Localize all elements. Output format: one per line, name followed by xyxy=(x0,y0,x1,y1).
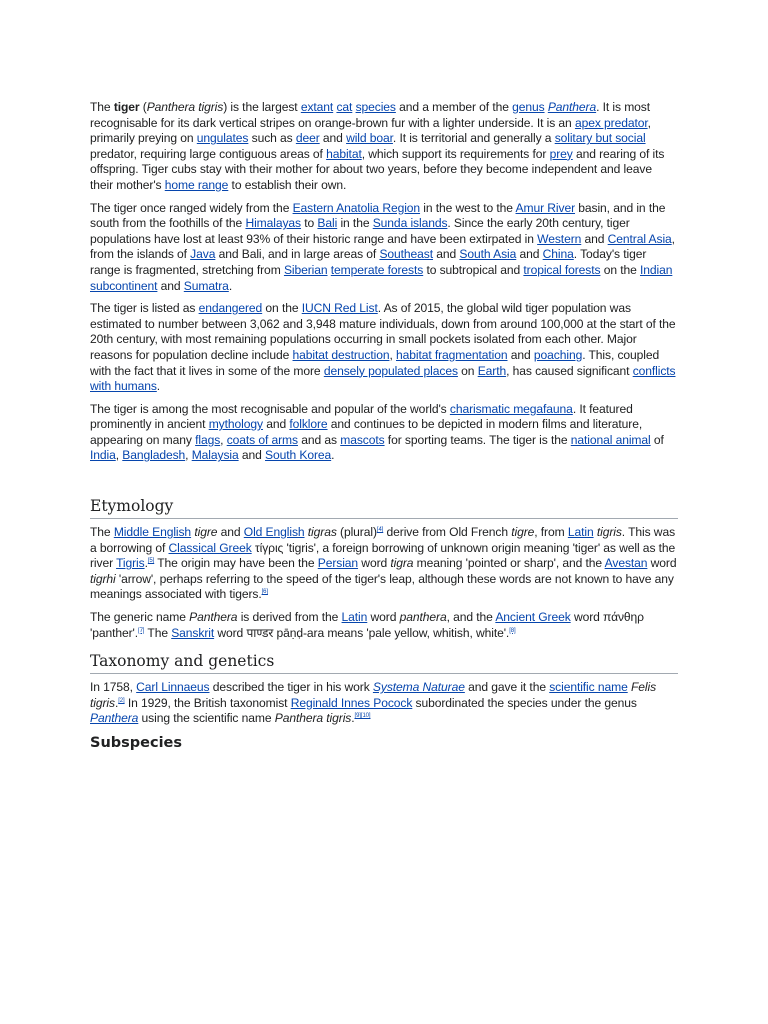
citation-8[interactable]: [8] xyxy=(509,627,516,634)
link-poaching[interactable]: poaching xyxy=(533,347,583,362)
link-solitary-but-social[interactable]: solitary but social xyxy=(554,131,646,146)
section-heading-etymology: Etymology xyxy=(90,496,678,519)
link-systema-naturae[interactable]: Systema Naturae xyxy=(372,680,465,695)
link-habitat[interactable]: habitat xyxy=(326,146,362,161)
link-genus[interactable]: genus xyxy=(512,100,545,114)
link-malaysia[interactable]: Malaysia xyxy=(191,448,239,463)
link-amur-river[interactable]: Amur River xyxy=(515,200,576,215)
link-mythology[interactable]: mythology xyxy=(208,417,263,432)
link-home-range[interactable]: home range xyxy=(164,177,229,192)
citation-2[interactable]: [2] xyxy=(118,697,125,704)
link-himalayas[interactable]: Himalayas xyxy=(245,216,302,231)
link-china[interactable]: China xyxy=(542,247,574,262)
link-ancient-greek[interactable]: Ancient Greek xyxy=(495,610,571,625)
link-temperate-forests[interactable]: temperate forests xyxy=(330,262,424,277)
link-avestan[interactable]: Avestan xyxy=(604,556,648,571)
citation-4[interactable]: [4] xyxy=(376,527,384,534)
link-deer[interactable]: deer xyxy=(295,131,320,146)
intro-paragraph-3: The tiger is listed as endangered on the IUCN Red List. As of 2015, the global wild tiger population was estimated to number between 3,062 and 3,948 mature individuals, down from around 100,000 at the start of the 20th century, with most remaining populations occurring in small pockets isolated from each other. Major reasons for population decline include habitat destruction, habitat fragmentation and poaching. This, coupled with the fact that it lives in some of the more densely populated places on Earth, has caused significant conflicts with humans. xyxy=(90,301,676,394)
section-heading-taxonomy: Taxonomy and genetics xyxy=(90,651,678,674)
link-densely-populated-places[interactable]: densely populated places xyxy=(323,363,458,378)
citation-9-10[interactable]: [9][10] xyxy=(354,713,371,720)
link-south-korea[interactable]: South Korea xyxy=(265,448,332,463)
citation-6[interactable]: [6] xyxy=(261,589,268,596)
etymology-paragraph-2: The generic name Panthera is derived from the Latin word panthera, and the Ancient Greek word πάνθηρ 'panther'.[7] The Sanskrit word पाण्डर pāṇḍ-ara means 'pale yellow, whitish, white'.[8] xyxy=(90,610,644,640)
intro-paragraph-2: The tiger once ranged widely from the Eastern Anatolia Region in the west to the Amur River basin, and in the south from the foothills of the Himalayas to Bali in the Sunda islands. Since the early 20th century, tiger populations have lost at least 93% of their historic range and have been extirpated in Western and Central Asia, from the islands of Java and Bali, and in large areas of Southeast and South Asia and China. Today's tiger range is fragmented, stretching from Siberian temperate forests to subtropical and tropical forests on the Indian subcontinent and Sumatra. xyxy=(90,200,675,293)
section-heading-subspecies: Subspecies xyxy=(90,735,183,751)
link-latin[interactable]: Latin xyxy=(567,525,594,540)
link-habitat-fragmentation[interactable]: habitat fragmentation xyxy=(395,347,508,362)
link-earth[interactable]: Earth xyxy=(477,363,507,378)
link-ungulates[interactable]: ungulates xyxy=(196,131,249,146)
link-siberian[interactable]: Siberian xyxy=(283,262,328,277)
link-sumatra[interactable]: Sumatra xyxy=(183,278,229,293)
link-iucn-red-list[interactable]: IUCN Red List xyxy=(301,301,378,316)
link-mascots[interactable]: mascots xyxy=(340,432,385,447)
intro-paragraph-1: The tiger (Panthera tigris) is the largest extant cat species and a member of the genus Panthera. It is most recognisable for its dark vertical stripes on orange-brown fur with a lighter underside. It is an apex predator, primarily preying on ungulates such as deer and wild boar. It is territorial and generally a solitary but social predator, requiring large contiguous areas of habitat, which support its requirements for prey and rearing of its offspring. Tiger cubs stay with their mother for about two years, before they become independent and leave their mother's home range to establish their own. xyxy=(90,100,665,192)
link-bali[interactable]: Bali xyxy=(317,216,338,231)
link-habitat-destruction[interactable]: habitat destruction xyxy=(292,347,390,362)
link-tropical-forests[interactable]: tropical forests xyxy=(523,262,601,277)
link-prey[interactable]: prey xyxy=(549,146,573,161)
taxonomy-paragraph-1: In 1758, Carl Linnaeus described the tiger in his work Systema Naturae and gave it the scientific name Felis tigris.[2] In 1929, the British taxonomist Reginald Innes Pocock subordinated the species under the genus Panthera using the scientific name Panthera tigris.[9][10] xyxy=(90,680,657,726)
link-species[interactable]: species xyxy=(355,100,396,114)
link-indian-subcontinent[interactable]: Indian subcontinent xyxy=(90,262,673,293)
binomial-name: Panthera tigris xyxy=(146,100,224,114)
link-conflicts-with-humans[interactable]: conflicts with humans xyxy=(90,363,676,394)
citation-7[interactable]: [7] xyxy=(138,627,145,634)
link-old-english[interactable]: Old English xyxy=(243,525,305,540)
link-bangladesh[interactable]: Bangladesh xyxy=(122,448,186,463)
link-scientific-name[interactable]: scientific name xyxy=(549,680,628,695)
link-extant[interactable]: extant xyxy=(300,100,334,114)
link-western[interactable]: Western xyxy=(537,231,582,246)
article-subject: tiger xyxy=(113,100,140,114)
link-carl-linnaeus[interactable]: Carl Linnaeus xyxy=(136,680,210,695)
link-panthera[interactable]: Panthera xyxy=(547,100,597,114)
link-apex-predator[interactable]: apex predator xyxy=(574,115,648,130)
link-sanskrit[interactable]: Sanskrit xyxy=(171,625,215,640)
link-coats-of-arms[interactable]: coats of arms xyxy=(226,432,298,447)
link-endangered[interactable]: endangered xyxy=(198,301,263,316)
link-charismatic-megafauna[interactable]: charismatic megafauna xyxy=(449,401,573,416)
link-persian[interactable]: Persian xyxy=(317,556,359,571)
link-sunda-islands[interactable]: Sunda islands xyxy=(372,216,448,231)
link-central-asia[interactable]: Central Asia xyxy=(607,231,672,246)
link-south-asia[interactable]: South Asia xyxy=(459,247,517,262)
etymology-paragraph-1: The Middle English tigre and Old English tigras (plural)[4] derive from Old French tigre, from Latin tigris. This was a borrowing of Classical Greek τίγρις 'tigris', a foreign borrowing of unknown origin meaning 'tiger' as well as the river Tigris.[5] The origin may have been the Persian word tigra meaning 'pointed or sharp', and the Avestan word tigrhi 'arrow', perhaps referring to the speed of the tiger's leap, although these words are not known to have any meanings associated with tigers.[6] xyxy=(90,525,677,602)
link-flags[interactable]: flags xyxy=(195,432,221,447)
link-cat[interactable]: cat xyxy=(336,100,353,114)
link-folklore[interactable]: folklore xyxy=(289,417,328,432)
link-reginald-innes-pocock[interactable]: Reginald Innes Pocock xyxy=(290,695,413,710)
link-india[interactable]: India xyxy=(90,448,116,463)
link-wild-boar[interactable]: wild boar xyxy=(346,131,393,146)
link-tigris[interactable]: Tigris xyxy=(116,556,145,571)
link-middle-english[interactable]: Middle English xyxy=(113,525,192,540)
citation-5[interactable]: [5] xyxy=(147,558,155,565)
link-java[interactable]: Java xyxy=(190,247,216,262)
article-content xyxy=(90,100,678,752)
link-classical-greek[interactable]: Classical Greek xyxy=(168,540,252,555)
intro-paragraph-4: The tiger is among the most recognisable and popular of the world's charismatic megafauna. It featured prominently in ancient mythology and folklore and continues to be depicted in modern films and literature, appearing on many flags, coats of arms and as mascots for sporting teams. The tiger is the national animal of India, Bangladesh, Malaysia and South Korea. xyxy=(90,401,664,463)
link-eastern-anatolia[interactable]: Eastern Anatolia Region xyxy=(292,200,421,215)
link-national-animal[interactable]: national animal xyxy=(570,432,651,447)
link-panthera-genus[interactable]: Panthera xyxy=(90,711,139,726)
link-latin-2[interactable]: Latin xyxy=(341,610,368,625)
link-southeast[interactable]: Southeast xyxy=(379,247,434,262)
